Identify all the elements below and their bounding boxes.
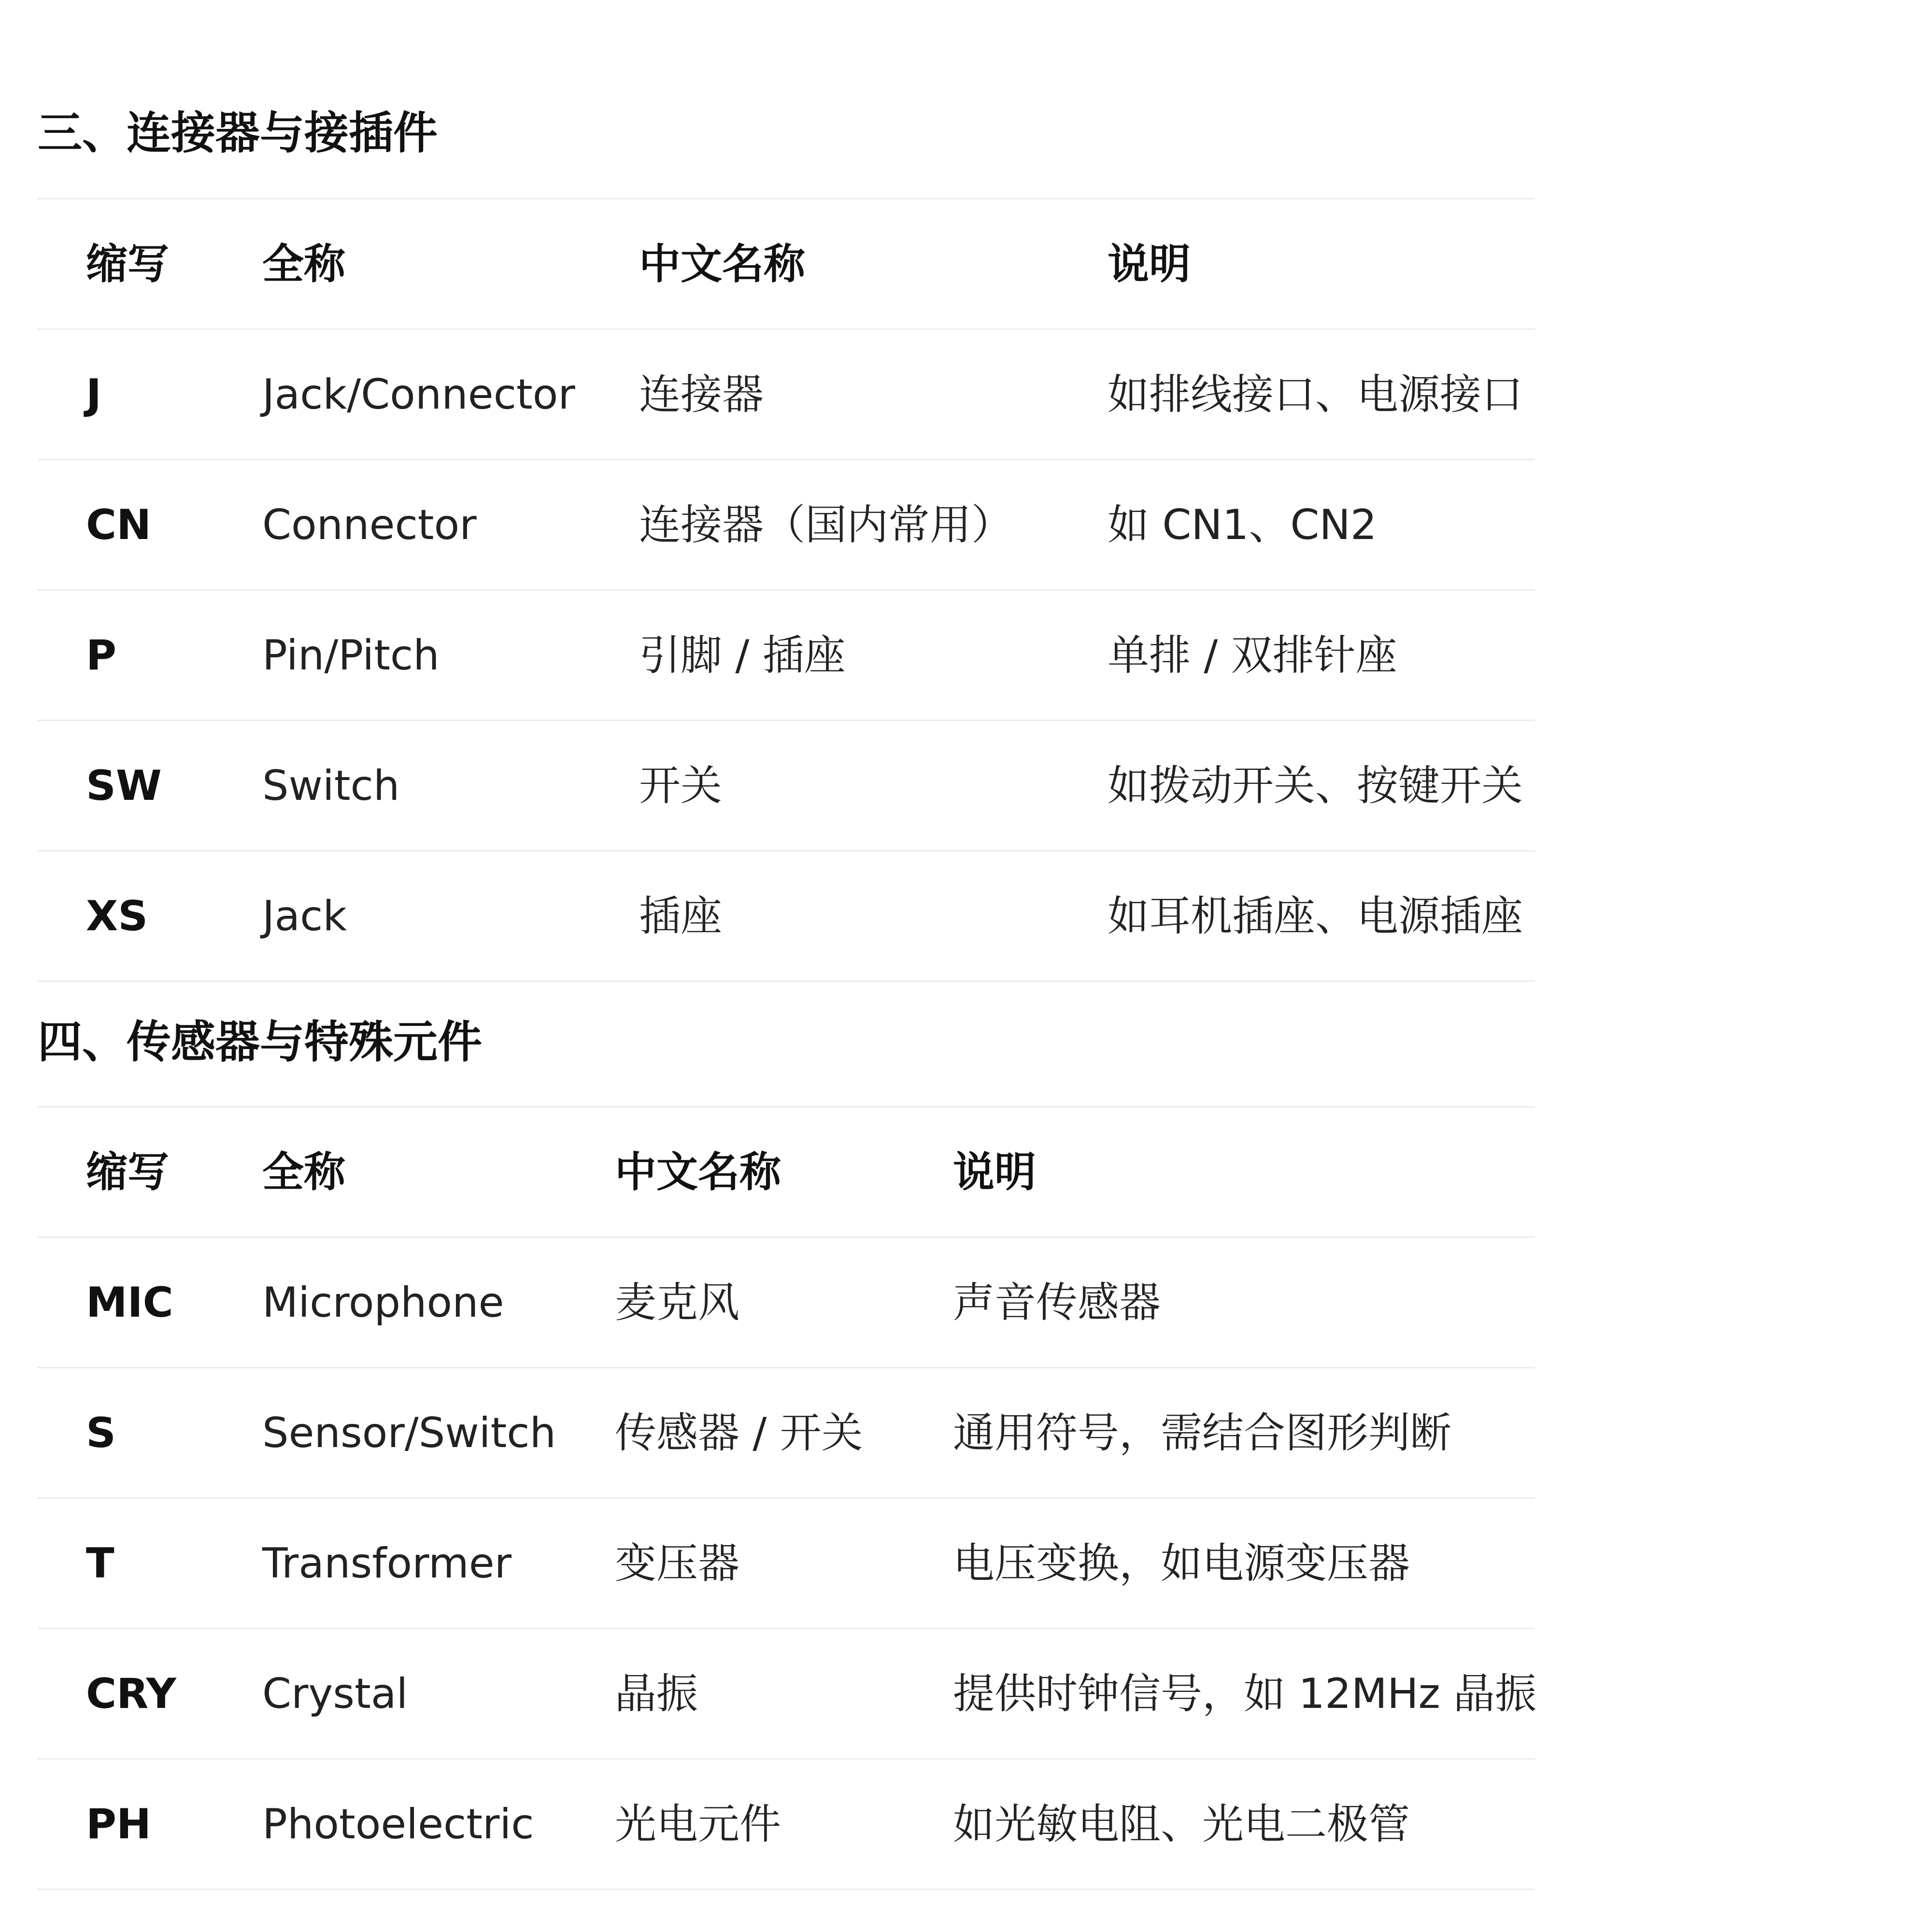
sensors-table xyxy=(38,1106,1535,1890)
cell-description: 提供时钟信号，如 12MHz 晶振 xyxy=(953,1669,1537,1718)
cell-description: 如耳机插座、电源插座 xyxy=(1108,892,1523,940)
section-title-sensors: 四、传感器与特殊元件 xyxy=(38,1016,483,1068)
cell-description: 通用符号，需结合图形判断 xyxy=(953,1408,1451,1457)
cell-abbr: CRY xyxy=(86,1669,176,1718)
table-row xyxy=(38,721,1535,851)
table-row xyxy=(38,590,1535,721)
table-row xyxy=(38,1629,1535,1759)
cell-abbr: XS xyxy=(86,892,148,940)
cell-abbr: CN xyxy=(86,500,152,549)
header-abbr: 缩写 xyxy=(86,240,169,288)
cell-chinese-name: 开关 xyxy=(639,761,722,810)
cell-chinese-name: 传感器 / 开关 xyxy=(615,1408,863,1457)
cell-fullname: Switch xyxy=(262,761,400,810)
cell-fullname: Microphone xyxy=(262,1278,504,1327)
header-description: 说明 xyxy=(953,1148,1036,1196)
header-abbr: 缩写 xyxy=(86,1148,169,1196)
cell-description: 声音传感器 xyxy=(953,1278,1161,1327)
cell-fullname: Jack xyxy=(262,892,347,940)
cell-chinese-name: 引脚 / 插座 xyxy=(639,631,846,680)
cell-description: 电压变换，如电源变压器 xyxy=(953,1539,1410,1588)
cell-fullname: Transformer xyxy=(262,1539,512,1588)
cell-chinese-name: 变压器 xyxy=(615,1539,739,1588)
table-row xyxy=(38,1368,1535,1498)
cell-fullname: Sensor/Switch xyxy=(262,1408,556,1457)
header-chinese-name: 中文名称 xyxy=(615,1148,781,1196)
cell-description: 如拨动开关、按键开关 xyxy=(1108,761,1523,810)
cell-chinese-name: 光电元件 xyxy=(615,1800,781,1848)
table-header-row xyxy=(38,199,1535,329)
cell-description: 如排线接口、电源接口 xyxy=(1108,370,1523,419)
cell-abbr: MIC xyxy=(86,1278,173,1327)
cell-fullname: Photoelectric xyxy=(262,1800,534,1848)
table-row xyxy=(38,851,1535,981)
cell-description: 单排 / 双排针座 xyxy=(1108,631,1397,680)
cell-description: 如光敏电阻、光电二极管 xyxy=(953,1800,1410,1848)
table-row xyxy=(38,1759,1535,1889)
cell-fullname: Connector xyxy=(262,500,477,549)
cell-abbr: SW xyxy=(86,761,162,810)
cell-fullname: Crystal xyxy=(262,1669,408,1718)
cell-fullname: Pin/Pitch xyxy=(262,631,440,680)
header-description: 说明 xyxy=(1108,240,1191,288)
cell-fullname: Jack/Connector xyxy=(262,370,575,419)
cell-abbr: T xyxy=(86,1539,114,1588)
cell-abbr: PH xyxy=(86,1800,152,1848)
cell-chinese-name: 插座 xyxy=(639,892,722,940)
cell-abbr: J xyxy=(86,370,101,419)
cell-abbr: P xyxy=(86,631,117,680)
header-fullname: 全称 xyxy=(262,240,345,288)
cell-chinese-name: 连接器 xyxy=(639,370,764,419)
connectors-table xyxy=(38,198,1535,982)
cell-description: 如 CN1、CN2 xyxy=(1108,500,1377,549)
cell-chinese-name: 晶振 xyxy=(615,1669,698,1718)
table-row xyxy=(38,329,1535,460)
cell-chinese-name: 连接器（国内常用） xyxy=(639,500,1013,549)
table-header-row xyxy=(38,1107,1535,1237)
header-fullname: 全称 xyxy=(262,1148,345,1196)
section-title-connectors: 三、连接器与接插件 xyxy=(38,107,438,159)
cell-abbr: S xyxy=(86,1408,116,1457)
cell-chinese-name: 麦克风 xyxy=(615,1278,739,1327)
table-row xyxy=(38,1498,1535,1629)
table-row xyxy=(38,1237,1535,1368)
header-chinese-name: 中文名称 xyxy=(639,240,805,288)
table-row xyxy=(38,460,1535,590)
